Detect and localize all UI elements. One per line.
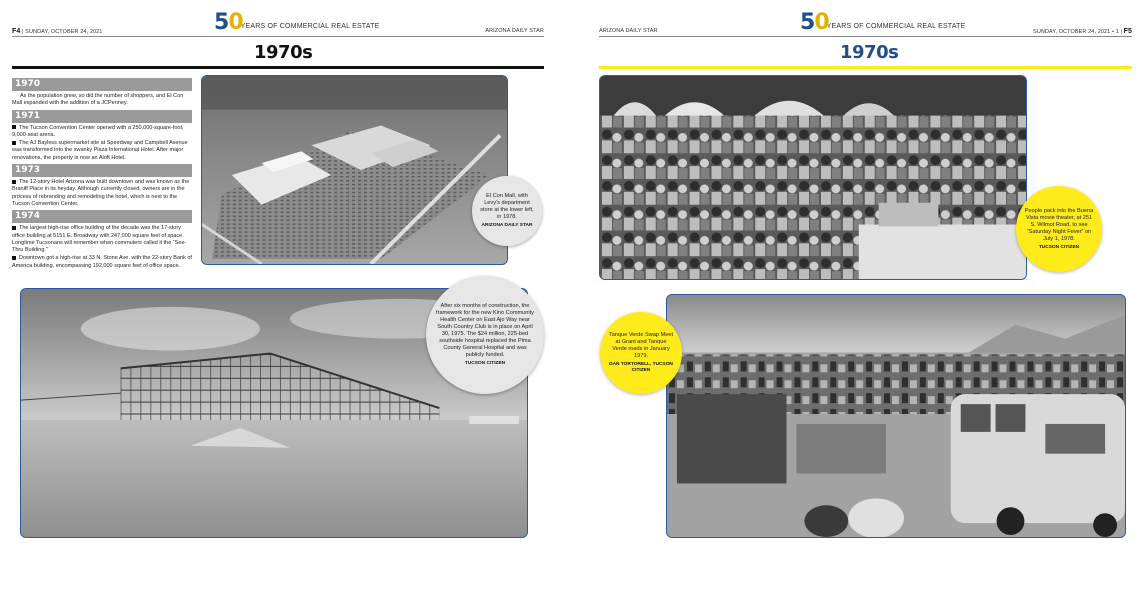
right-folio: SUNDAY, OCTOBER 24, 2021 • 1 | F5 xyxy=(1033,28,1132,35)
right-title-rule xyxy=(599,66,1132,69)
timeline-paragraph: The AJ Bayless supermarket site at Speedway and Campbell Avenue was transformed into the swanky Plaza International Hotel. After major renovations, the property is now an Aloft Hotel. xyxy=(12,140,188,161)
timeline-paragraph: Downtown got a high-rise at 33 N. Stone Ave. with the 22-story Bank of America building, encompassing 192,000 square feet of office space. xyxy=(12,255,192,269)
right-page xyxy=(584,0,1140,598)
anniversary-logo xyxy=(214,8,379,34)
logo-tagline: YEARS OF COMMERCIAL REAL ESTATE xyxy=(826,23,966,30)
right-header-rule xyxy=(599,36,1132,37)
anniversary-logo xyxy=(800,8,965,34)
swap-meet-photo-caption: Tanque Verde Swap Meet at Grant and Tanque Verde roads in January 1979. DAN TORTORELL, TUCSON CITIZEN xyxy=(600,312,682,394)
timeline-paragraph: The largest high-rise office building of the decade was the 17-story office building at 5151 E. Broadway with 247,000 square feet of space. Longtime Tucsonans will remember when commuters called it the “See-Thru Building.” xyxy=(12,225,187,254)
timeline-paragraph: As the population grew, so did the number of shoppers, and El Con Mall expanded with the addition of a JCPenney. xyxy=(12,93,184,107)
logo-number: 50 xyxy=(800,10,829,35)
left-page xyxy=(0,0,556,598)
left-header-rule xyxy=(12,36,544,37)
year-heading-1970: 1970 xyxy=(12,78,192,91)
bullet-square-icon xyxy=(12,226,16,230)
bullet-square-icon xyxy=(12,256,16,260)
timeline-paragraph: The Tucson Convention Center opened with a 250,000-square-foot, 9,000-seat arena. xyxy=(12,124,184,138)
left-title-rule xyxy=(12,66,544,69)
year-heading-1974: 1974 xyxy=(12,210,192,223)
right-section-title: 1970s xyxy=(840,42,899,63)
timeline-column xyxy=(12,76,192,271)
logo-tagline: YEARS OF COMMERCIAL REAL ESTATE xyxy=(240,23,380,30)
year-heading-1971: 1971 xyxy=(12,110,192,123)
tanque-verde-swap-meet-photo[interactable] xyxy=(666,294,1126,538)
theater-photo-caption: People pack into the Buena Vista movie theater, at 251 S. Wilmot Road, to see “Saturday Night Fever” on July 1, 1978. TUCSON CITIZEN xyxy=(1016,186,1102,272)
page-gutter xyxy=(556,0,584,598)
mall-photo-caption: El Con Mall, with Levy’s department store at the lower left, in 1978. ARIZONA DAILY STAR xyxy=(472,176,542,246)
timeline-paragraph: The 12-story Hotel Arizona was built downtown and was known as the Braniff Place in its heyday. Although currently closed, owners are in the process of rebranding and remodeling the hotel, which is next to the Tucson Convention Center. xyxy=(12,179,190,207)
bullet-square-icon xyxy=(12,125,16,129)
left-section-title: 1970s xyxy=(254,42,313,63)
bullet-square-icon xyxy=(12,180,16,184)
year-heading-1973: 1973 xyxy=(12,164,192,177)
right-publication-name: ARIZONA DAILY STAR xyxy=(599,28,658,34)
logo-number: 50 xyxy=(214,10,243,35)
buena-vista-theater-crowd-photo[interactable] xyxy=(599,75,1027,280)
construction-photo-caption: After six months of construction, the framework for the new Kino Community Health Center on East Ajo Way near South Country Club is in place on April 30, 1975. The $24 million, 225-bed southside hospital replaced the Pima County General Hospital and was publicly funded. TUCSON CITIZEN xyxy=(426,276,544,394)
left-folio: F4 | SUNDAY, OCTOBER 24, 2021 xyxy=(12,28,103,35)
left-publication-name: ARIZONA DAILY STAR xyxy=(485,28,544,34)
el-con-mall-aerial-photo[interactable] xyxy=(201,75,508,265)
bullet-square-icon xyxy=(12,141,16,145)
